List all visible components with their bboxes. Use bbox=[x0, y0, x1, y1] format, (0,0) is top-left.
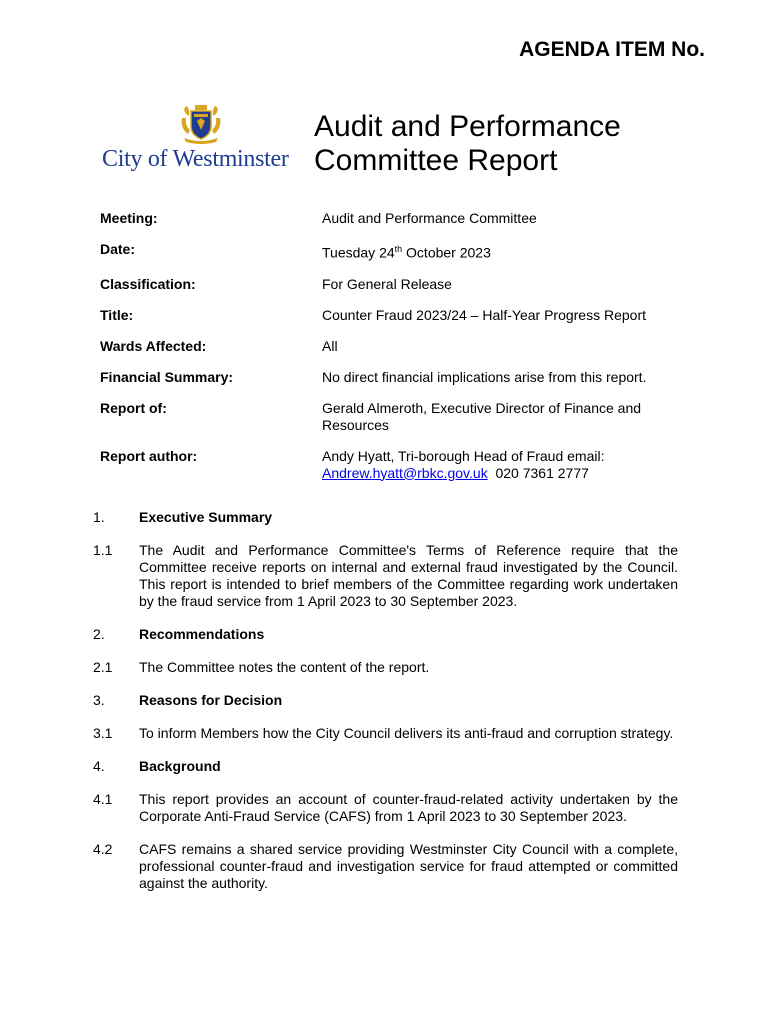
wards-value: All bbox=[322, 337, 338, 354]
report-of-row bbox=[100, 400, 700, 434]
wards-label: Wards Affected: bbox=[100, 337, 207, 354]
westminster-crest-icon bbox=[178, 104, 224, 144]
paragraph-text: The Audit and Performance Committee's Terms of Reference require that the Committee receive reports on internal and external fraud investigated by the Council. This report is intended to brief members of the Committee regarding work undertaken by the fraud service from 1 April 2023 to 30 September 2023. bbox=[139, 542, 678, 609]
paragraph-text: CAFS remains a shared service providing Westminster City Council with a complete, professional counter-fraud and investigation service for fraud attempted or committed against the authority. bbox=[139, 841, 678, 891]
paragraph-2-1 bbox=[93, 659, 678, 676]
report-of-label: Report of: bbox=[100, 399, 167, 416]
paragraph-4-1 bbox=[93, 791, 678, 825]
section-number: 2. bbox=[93, 626, 105, 642]
section-number: 4. bbox=[93, 758, 105, 774]
section-number: 3. bbox=[93, 692, 105, 708]
classification-value: For General Release bbox=[322, 275, 452, 292]
date-rest: October 2023 bbox=[402, 244, 491, 261]
council-name-logo-text: City of Westminster bbox=[102, 146, 289, 172]
section-2-heading bbox=[93, 626, 678, 643]
section-3-heading bbox=[93, 692, 678, 709]
agenda-item-heading: AGENDA ITEM No. bbox=[519, 38, 705, 61]
report-title-line2: Committee Report bbox=[314, 144, 558, 177]
section-title: Recommendations bbox=[139, 626, 265, 642]
date-prefix: Tuesday 24 bbox=[322, 244, 395, 261]
financial-summary-label: Financial Summary: bbox=[100, 368, 234, 385]
financial-summary-row bbox=[100, 369, 700, 386]
report-of-value: Gerald Almeroth, Executive Director of Finance and Resources bbox=[322, 399, 642, 433]
section-number: 1. bbox=[93, 509, 105, 525]
meeting-label: Meeting: bbox=[100, 210, 158, 226]
financial-summary-value: No direct financial implications arise from this report. bbox=[322, 368, 647, 385]
report-author-row bbox=[100, 448, 700, 482]
author-email-link[interactable]: Andrew.hyatt@rbkc.gov.uk bbox=[322, 464, 488, 481]
section-title: Reasons for Decision bbox=[139, 692, 283, 708]
paragraph-number: 1.1 bbox=[93, 542, 113, 558]
paragraph-4-2 bbox=[93, 841, 678, 892]
meeting-row bbox=[100, 210, 700, 227]
wards-row bbox=[100, 338, 700, 355]
date-label: Date: bbox=[100, 241, 136, 257]
classification-row bbox=[100, 276, 700, 293]
paragraph-number: 4.2 bbox=[93, 841, 113, 857]
report-author-name: Andy Hyatt, Tri-borough Head of Fraud email: bbox=[322, 447, 605, 464]
paragraph-text: To inform Members how the City Council delivers its anti-fraud and corruption strategy. bbox=[139, 725, 674, 741]
paragraph-text: This report provides an account of counter-fraud-related activity undertaken by the Corporate Anti-Fraud Service (CAFS) from 1 April 2023 to 30 September 2023. bbox=[139, 791, 678, 824]
section-title: Executive Summary bbox=[139, 509, 273, 525]
section-title: Background bbox=[139, 758, 221, 774]
report-author-label: Report author: bbox=[100, 447, 198, 464]
paragraph-number: 2.1 bbox=[93, 659, 113, 675]
date-value bbox=[322, 241, 700, 262]
section-1-heading bbox=[93, 509, 678, 526]
report-metadata bbox=[100, 210, 700, 496]
title-value: Counter Fraud 2023/24 – Half-Year Progress Report bbox=[322, 306, 646, 323]
report-author-contact bbox=[322, 465, 700, 482]
paragraph-3-1 bbox=[93, 725, 678, 742]
title-row bbox=[100, 307, 700, 324]
classification-label: Classification: bbox=[100, 275, 196, 292]
report-title bbox=[314, 110, 621, 178]
section-4-heading bbox=[93, 758, 678, 775]
date-row bbox=[100, 241, 700, 262]
author-phone: 020 7361 2777 bbox=[495, 464, 589, 481]
paragraph-1-1 bbox=[93, 542, 678, 610]
date-ordinal: th bbox=[394, 244, 403, 254]
paragraph-text: The Committee notes the content of the report. bbox=[139, 659, 430, 675]
report-author-value bbox=[322, 448, 700, 482]
paragraph-number: 4.1 bbox=[93, 791, 113, 807]
title-label: Title: bbox=[100, 306, 134, 323]
report-body bbox=[93, 509, 678, 908]
report-title-line1: Audit and Performance bbox=[314, 110, 621, 143]
paragraph-number: 3.1 bbox=[93, 725, 113, 741]
meeting-value: Audit and Performance Committee bbox=[322, 210, 537, 226]
